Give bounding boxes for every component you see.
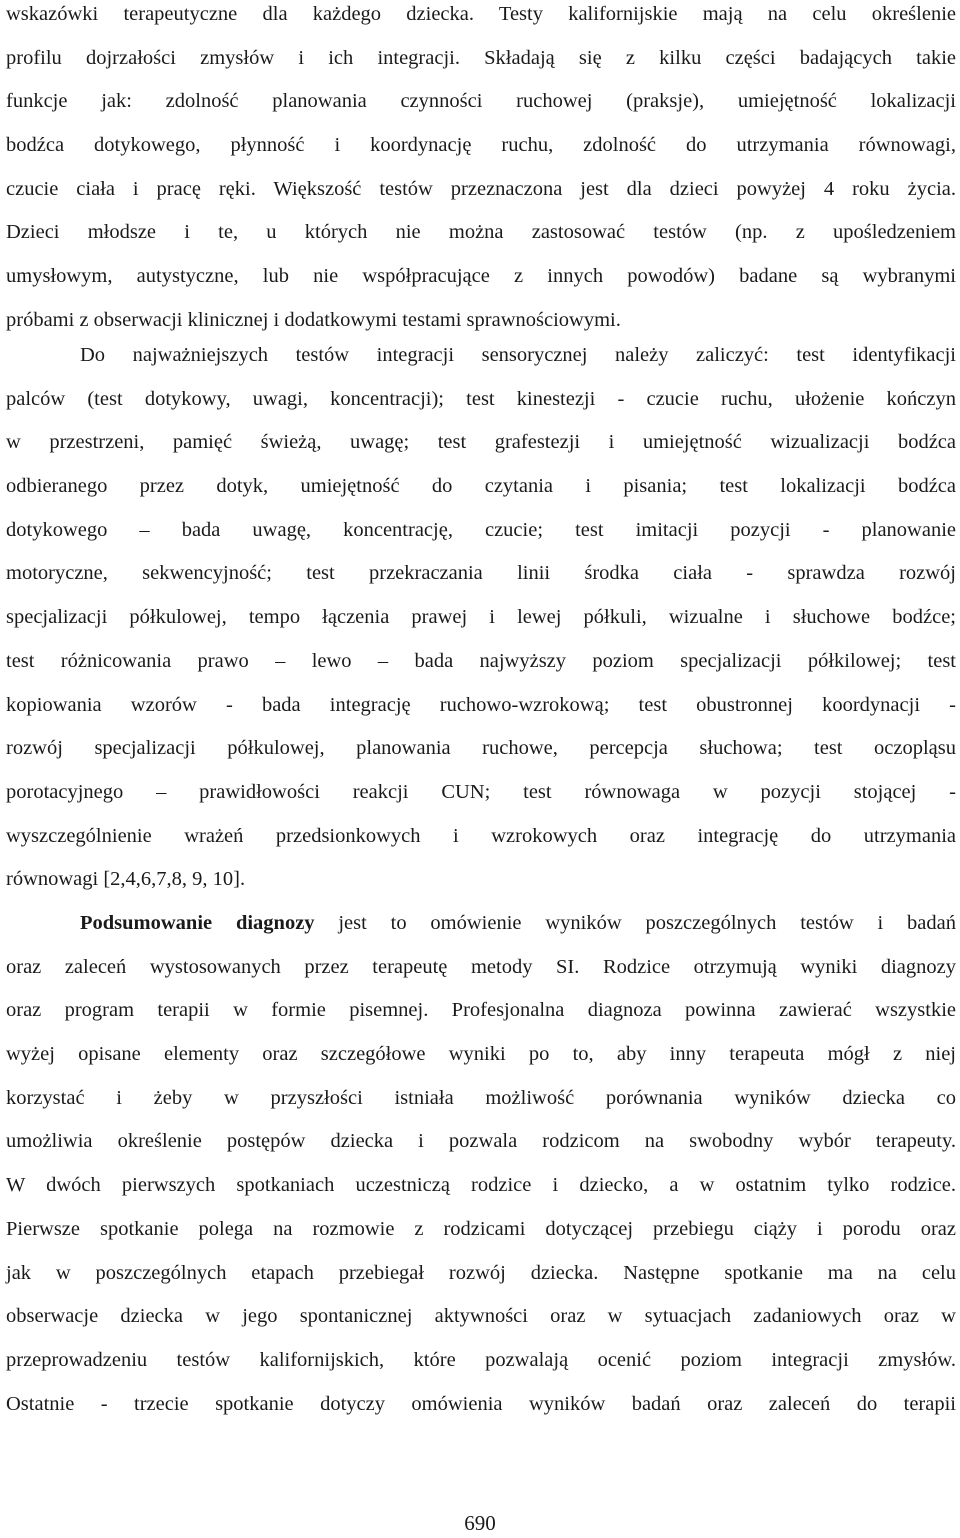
text-line: równowagi [2,4,6,7,8, 9, 10]. bbox=[6, 868, 246, 891]
text-line: kopiowania wzorów - bada integrację ruchowo-wzrokową; test obustronnej koordynacji - bbox=[6, 693, 956, 716]
text-line: specjalizacji półkulowej, tempo łączenia prawej i lewej półkuli, wizualne i słuchowe bodźce; bbox=[6, 606, 956, 629]
text-line: Pierwsze spotkanie polega na rozmowie z rodzicami dotyczącej przebiegu ciąży i porodu oraz bbox=[6, 1217, 956, 1240]
heading-continuation: jest to omówienie wyników poszczególnych testów i badań bbox=[314, 912, 956, 934]
text-line: rozwój specjalizacji półkulowej, planowania ruchowe, percepcja słuchowa; test oczopląsu bbox=[6, 737, 956, 760]
paragraph-sensory-integration-tests bbox=[6, 334, 956, 902]
text-line: funkcje jak: zdolność planowania czynności ruchowej (praksje), umiejętność lokalizacji bbox=[6, 90, 956, 113]
text-line: W dwóch pierwszych spotkaniach uczestniczą rodzice i dziecko, a w ostatnim tylko rodzice. bbox=[6, 1174, 956, 1197]
text-line: w przestrzeni, pamięć świeżą, uwagę; test grafestezji i umiejętność wizualizacji bodźca bbox=[6, 431, 956, 454]
text-line: porotacyjnego – prawidłowości reakcji CUN; test równowaga w pozycji stojącej - bbox=[6, 780, 956, 803]
section-heading: Podsumowanie diagnozy bbox=[80, 912, 315, 934]
paragraph-diagnosis-summary bbox=[6, 902, 956, 1426]
text-line: Dzieci młodsze i te, u których nie można zastosować testów (np. z upośledzeniem bbox=[6, 221, 956, 244]
text-line: czucie ciała i pracę ręki. Większość testów przeznaczona jest dla dzieci powyżej 4 roku życia. bbox=[6, 177, 956, 200]
text-line: wyżej opisane elementy oraz szczegółowe wyniki po to, aby inny terapeuta mógł z niej bbox=[6, 1043, 956, 1066]
page-number: 690 bbox=[464, 1511, 496, 1535]
text-line: bodźca dotykowego, płynność i koordynację ruchu, zdolność do utrzymania równowagi, bbox=[6, 134, 956, 157]
text-line: Ostatnie - trzecie spotkanie dotyczy omówienia wyników badań oraz zaleceń do terapii bbox=[6, 1392, 956, 1415]
text-line: umożliwia określenie postępów dziecka i pozwala rodzicom na swobodny wybór terapeuty. bbox=[6, 1130, 956, 1153]
text-line: umysłowym, autystyczne, lub nie współpracujące z innych powodów) badane są wybranymi bbox=[6, 265, 956, 288]
text-line: korzystać i żeby w przyszłości istniała możliwość porównania wyników dziecka co bbox=[6, 1086, 956, 1109]
text-line: jak w poszczególnych etapach przebiegał rozwój dziecka. Następne spotkanie ma na celu bbox=[6, 1261, 956, 1284]
paragraph-california-tests bbox=[6, 0, 956, 343]
text-line: przeprowadzeniu testów kalifornijskich, które pozwalają ocenić poziom integracji zmysłów. bbox=[6, 1348, 956, 1371]
text-line: wskazówki terapeutyczne dla każdego dziecka. Testy kalifornijskie mają na celu określenie bbox=[6, 3, 956, 25]
text-line: test różnicowania prawo – lewo – bada najwyższy poziom specjalizacji półkilowej; test bbox=[6, 649, 956, 672]
text-line: oraz zaleceń wystosowanych przez terapeutę metody SI. Rodzice otrzymują wyniki diagnozy bbox=[6, 955, 956, 978]
text-line: próbami z obserwacji klinicznej i dodatkowymi testami sprawnościowymi. bbox=[6, 308, 621, 331]
text-line: motoryczne, sekwencyjność; test przekraczania linii środka ciała - sprawdza rozwój bbox=[6, 562, 956, 585]
text-line: wyszczególnienie wrażeń przedsionkowych i wzrokowych oraz integrację do utrzymania bbox=[6, 824, 956, 847]
text-line: Do najważniejszych testów integracji sensorycznej należy zaliczyć: test identyfikacji bbox=[80, 344, 956, 366]
text-line bbox=[6, 902, 956, 946]
text-line: palców (test dotykowy, uwagi, koncentracji); test kinestezji - czucie ruchu, ułożenie kończyn bbox=[6, 387, 956, 410]
text-line: dotykowego – bada uwagę, koncentrację, czucie; test imitacji pozycji - planowanie bbox=[6, 518, 956, 541]
text-line: profilu dojrzałości zmysłów i ich integracji. Składają się z kilku części badających takie bbox=[6, 46, 956, 69]
text-line: oraz program terapii w formie pisemnej. Profesjonalna diagnoza powinna zawierać wszystkie bbox=[6, 999, 956, 1022]
text-line: odbieranego przez dotyk, umiejętność do czytania i pisania; test lokalizacji bodźca bbox=[6, 475, 956, 498]
text-line: obserwacje dziecka w jego spontanicznej aktywności oraz w sytuacjach zadaniowych oraz w bbox=[6, 1305, 956, 1328]
